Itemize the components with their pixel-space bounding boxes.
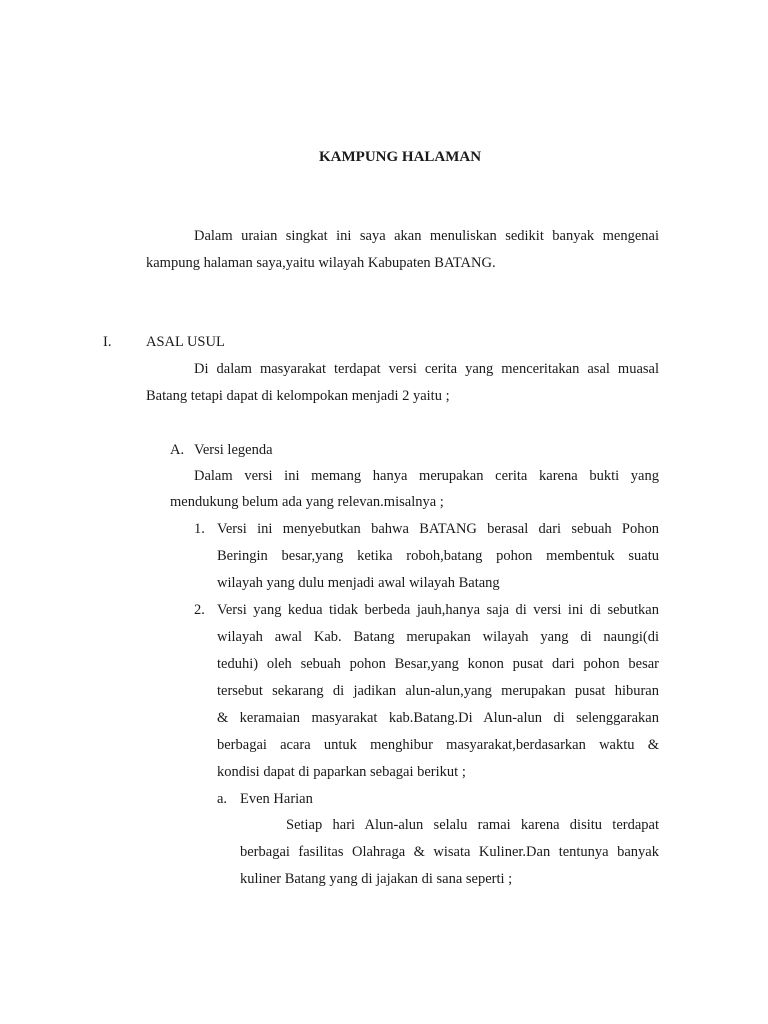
- list-item-line: berbagai acara untuk menghibur masyarakat,berdasarkan waktu &: [217, 737, 659, 753]
- section-heading: ASAL USUL: [146, 334, 225, 350]
- list-item-line: Versi yang kedua tidak berbeda jauh,hanya saja di versi ini di sebutkan: [217, 602, 659, 618]
- list-item-line: wilayah yang dulu menjadi awal wilayah Batang: [217, 575, 500, 591]
- subsection-letter: A.: [170, 442, 185, 458]
- section-para-line-1: Di dalam masyarakat terdapat versi cerita yang menceritakan asal muasal: [194, 361, 659, 377]
- list-item-line: teduhi) oleh sebuah pohon Besar,yang konon pusat dari pohon besar: [217, 656, 659, 672]
- list-item-line: & keramaian masyarakat kab.Batang.Di Alun-alun di selenggarakan: [217, 710, 659, 726]
- subsection-para-line-1: Dalam versi ini memang hanya merupakan cerita karena bukti yang: [194, 468, 659, 484]
- sub-item-line: berbagai fasilitas Olahraga & wisata Kuliner.Dan tentunya banyak: [240, 844, 659, 860]
- intro-line-1: Dalam uraian singkat ini saya akan menuliskan sedikit banyak mengenai: [194, 228, 659, 244]
- list-item-number: 2.: [194, 602, 205, 618]
- list-item-line: wilayah awal Kab. Batang merupakan wilayah yang di naungi(di: [217, 629, 659, 645]
- list-item-number: 1.: [194, 521, 205, 537]
- sub-item-heading: Even Harian: [240, 791, 313, 807]
- subsection-heading: Versi legenda: [194, 442, 273, 458]
- sub-item-line: Setiap hari Alun-alun selalu ramai karena disitu terdapat: [286, 817, 659, 833]
- page-title: KAMPUNG HALAMAN: [319, 149, 482, 165]
- subsection-para-line-2: mendukung belum ada yang relevan.misalnya ;: [170, 494, 444, 510]
- list-item-line: Versi ini menyebutkan bahwa BATANG berasal dari sebuah Pohon: [217, 521, 659, 537]
- section-para-line-2: Batang tetapi dapat di kelompokan menjadi 2 yaitu ;: [146, 388, 450, 404]
- list-item-line: tersebut sekarang di jadikan alun-alun,yang merupakan pusat hiburan: [217, 683, 659, 699]
- list-item-line: kondisi dapat di paparkan sebagai berikut ;: [217, 764, 466, 780]
- list-item-line: Beringin besar,yang ketika roboh,batang pohon membentuk suatu: [217, 548, 659, 564]
- intro-line-2: kampung halaman saya,yaitu wilayah Kabupaten BATANG.: [146, 255, 496, 271]
- sub-item-line: kuliner Batang yang di jajakan di sana seperti ;: [240, 871, 513, 887]
- sub-item-letter: a.: [217, 791, 228, 807]
- section-numeral: I.: [103, 334, 112, 350]
